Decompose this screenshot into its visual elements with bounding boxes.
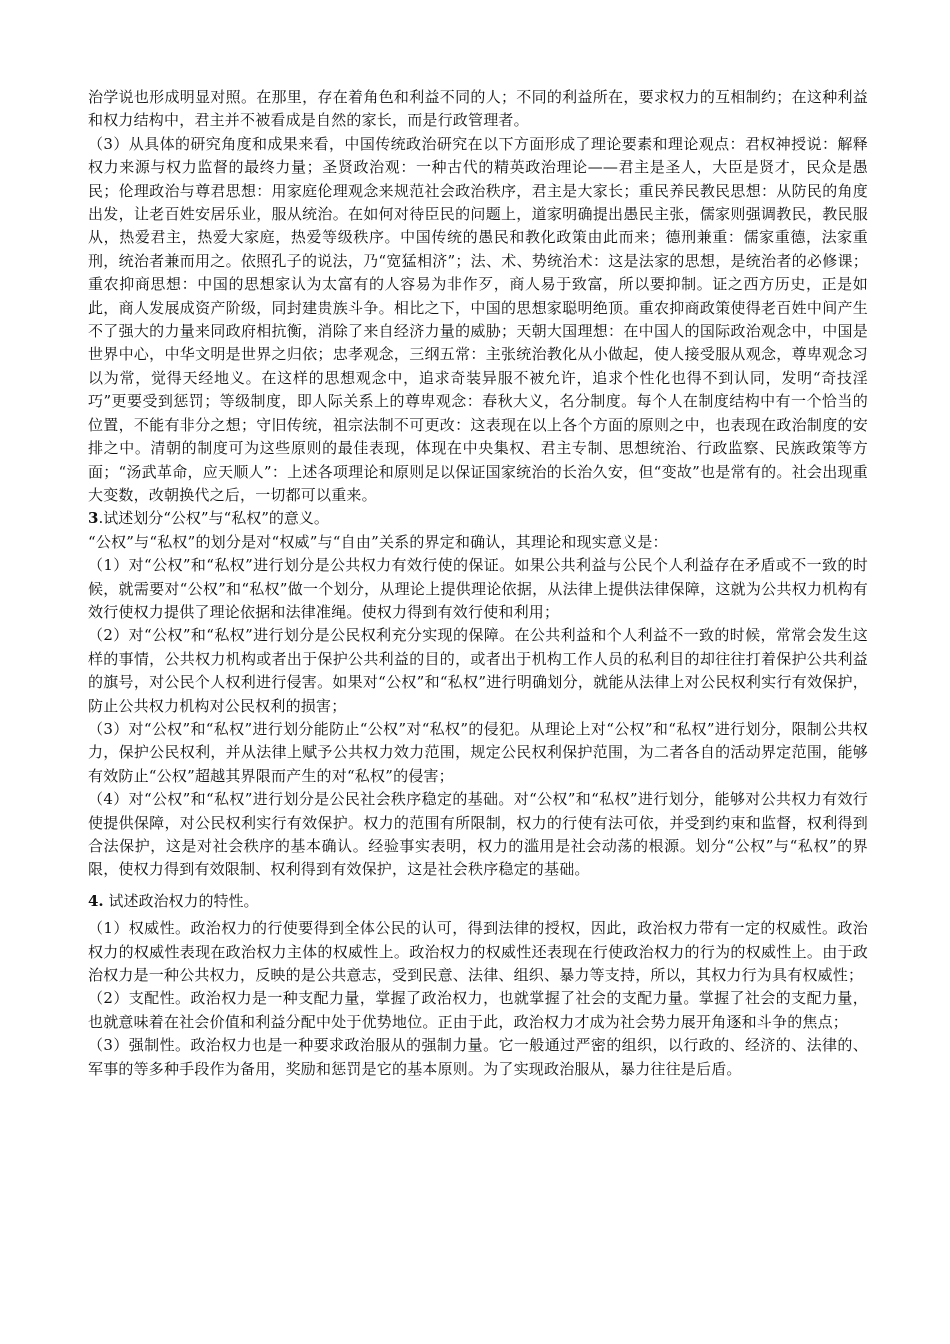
question-3-heading [88, 507, 868, 530]
question-3-title: .试述划分“公权”与“私权”的意义。 [98, 509, 329, 528]
question-4-title: 试述政治权力的特性。 [103, 891, 259, 910]
paragraph-traditional-politics: （3）从具体的研究角度和成果来看，中国传统政治研究在以下方面形成了理论要素和理论观点：君权神授说：解释权力来源与权力监督的最终力量；圣贤政治观：一种古代的精英政治理论——君主是圣人，大臣是贤才，民众是愚民；伦理政治与尊君思想：用家庭伦理观念来规范社会政治秩序，君主是大家长；重民养民教民思想：从防民的角度出发，让老百姓安居乐业，服从统治。在如何对待臣民的问题上，道家明确提出愚民主张，儒家则强调教民，教民服从，热爱君主，热爱大家庭，热爱等级秩序。中国传统的愚民和教化政策由此而来；德刑兼重：儒家重德，法家重刑，统治者兼而用之。依照孔子的说法，乃“宽猛相济”；法、术、势统治术：这是法家的思想，是统治者的必修课；重农抑商思想：中国的思想家认为太富有的人容易为非作歹，商人易于致富，所以要抑制。证之西方历史，正是如此，商人发展成资产阶级，同封建贵族斗争。相比之下，中国的思想家聪明绝顶。重农抑商政策使得老百姓中间产生不了强大的力量来同政府相抗衡，消除了来自经济力量的威胁；天朝大国理想：在中国人的国际政治观念中，中国是世界中心，中华文明是世界之归依；忠孝观念，三纲五常：主张统治教化从小做起，使人接受服从观念，尊卑观念习以为常，觉得天经地义。在这样的思想观念中，追求奇装异服不被允许，追求个性化也得不到认同，发明“奇技淫巧”更要受到惩罚；等级制度，即人际关系上的尊卑观念：春秋大义，名分制度。每个人在制度结构中有一个恰当的位置，不能有非分之想；守旧传统，祖宗法制不可更改：这表现在以上各个方面的原则之中，也表现在政治制度的安排之中。清朝的制度可为这些原则的最佳表现，体现在中央集权、君主专制、思想统治、行政监察、民族政策等方面；“汤武革命，应天顺人”：上述各项理论和原则足以保证国家统治的长治久安，但“变故”也是常有的。社会出现重大变数，改朝换代之后，一切都可以重来。 [88, 134, 868, 504]
question-4-item-3: （3）强制性。政治权力也是一种要求政治服从的强制力量。它一般通过严密的组织，以行政的、经济的、法律的、军事的等多种手段作为备用，奖励和惩罚是它的基本原则。为了实现政治服从，暴力往往是后盾。 [88, 1036, 868, 1078]
question-3-number: 3 [88, 509, 99, 528]
question-4-item-2: （2）支配性。政治权力是一种支配力量，掌握了政治权力，也就掌握了社会的支配力量。掌握了社会的支配力量，也就意味着在社会价值和利益分配中处于优势地位。正由于此，政治权力才成为社会势力展开角逐和斗争的焦点； [88, 989, 868, 1031]
document-body [88, 86, 868, 1081]
question-3-item-3: （3）对“公权”和“私权”进行划分能防止“公权”对“私权”的侵犯。从理论上对“公权”和“私权”进行划分，限制公共权力，保护公民权利，并从法律上赋予公共权力效力范围，规定公民权利保护范围，为二者各自的活动界定范围，能够有效防止“公权”超越其界限而产生的对“私权”的侵害； [88, 719, 868, 785]
question-4-heading [88, 890, 868, 913]
question-3-item-4: （4）对“公权”和“私权”进行划分是公民社会秩序稳定的基础。对“公权”和“私权”进行划分，能够对公共权力有效行使提供保障，对公民权利实行有效保护。权力的范围有所限制，权力的行使有法可依，并受到约束和监督，权利得到合法保护，这是对社会秩序的基本确认。经验事实表明，权力的滥用是社会动荡的根源。划分“公权”与“私权”的界限，使权力得到有效限制、权利得到有效保护，这是社会秩序稳定的基础。 [88, 790, 868, 879]
paragraph-continuation: 治学说也形成明显对照。在那里，存在着角色和利益不同的人；不同的利益所在，要求权力的互相制约；在这种利益和权力结构中，君主并不被看成是自然的家长，而是行政管理者。 [88, 88, 868, 130]
question-4-number: 4. [88, 891, 104, 910]
question-3-item-1: （1）对“公权”和“私权”进行划分是公共权力有效行使的保证。如果公共利益与公民个人利益存在矛盾或不一致的时候，就需要对“公权”和“私权”做一个划分，从理论上提供理论依据，从法律上提供法律保障，这就为公共权力机构有效行使权力提供了理论依据和法律准绳。使权力得到有效行使和利用； [88, 556, 868, 621]
question-4-item-1: （1）权威性。政治权力的行使要得到全体公民的认可，得到法律的授权，因此，政治权力带有一定的权威性。政治权力的权威性表现在政治权力主体的权威性上。政治权力的权威性还表现在行使政治权力的行为的权威性上。由于政治权力是一种公共权力，反映的是公共意志，受到民意、法律、组织、暴力等支持，所以，其权力行为具有权威性； [88, 919, 868, 985]
question-3-item-2: （2）对“公权”和“私权”进行划分是公民权利充分实现的保障。在公共利益和个人利益不一致的时候，常常会发生这样的事情，公共权力机构或者出于保护公共利益的目的，或者出于机构工作人员的私利目的却往往打着保护公共利益的旗号，对公民个人权利进行侵害。如果对“公权”和“私权”进行明确划分，就能从法律上对公民权利实行有效保护，防止公共权力机构对公民权利的损害； [88, 626, 868, 715]
question-3-intro: “公权”与“私权”的划分是对“权威”与“自由”关系的界定和确认，其理论和现实意义是： [88, 532, 668, 551]
